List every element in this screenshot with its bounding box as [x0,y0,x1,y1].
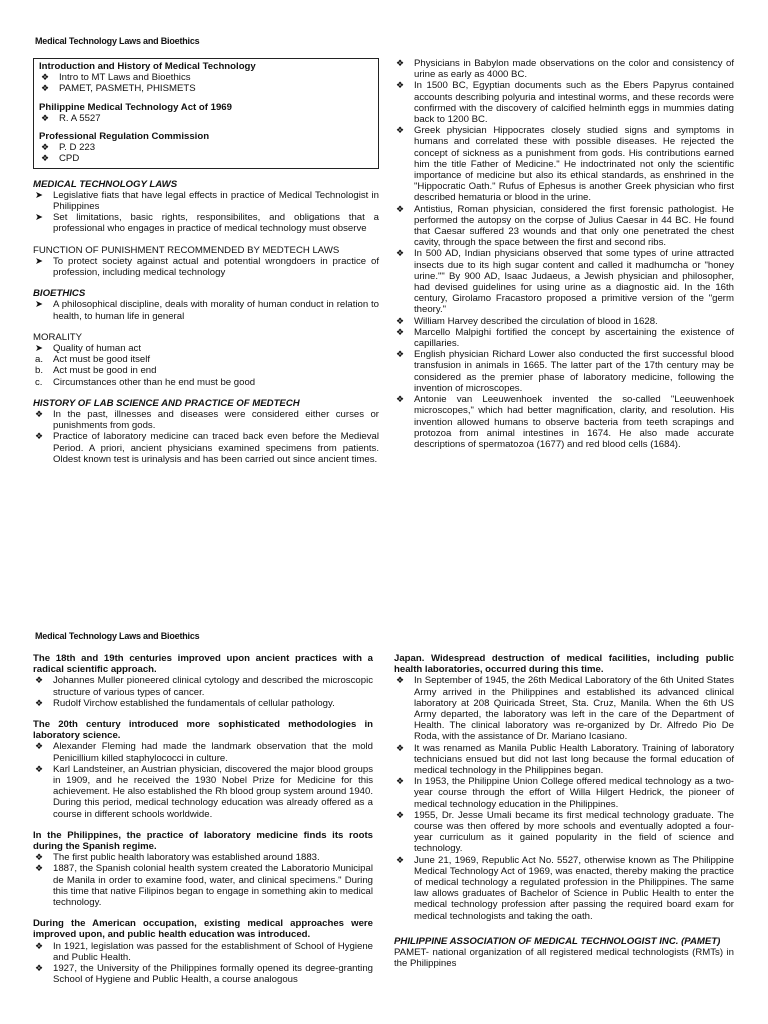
list-item: c. Circumstances other than he end must be good [35,376,256,388]
morality-list [33,343,379,388]
list-item: ❖ Physicians in Babylon made observations on the color and consistency of urine as early as 4000 BC. [396,58,734,81]
section-list [33,675,373,709]
list-item: ❖ In 1953, the Philippine Union College offered medical technology as a two-year course through the effort of Willa Hilgert Hedrick, the pioneer of medical technology education in the Philippines. [396,776,734,810]
list-item: ❖ Practice of laboratory medicine can traced back even before the Medieval Period. A priori, ancient physicians examined specimens from patients. Oldest known test is urinalysis and has been carried out since ancient times. [35,431,379,465]
section-title: FUNCTION OF PUNISHMENT RECOMMENDED BY MEDTECH LAWS [33,244,340,256]
list-item: ❖ Karl Landsteiner, an Austrian physician, discovered the major blood groups in 1909, and he received the 1930 Nobel Prize for Medicine for this achievement. He also established the Rh blood group system around 1940. During this period, medical technology education was already offered as a course in different schools worldwide. [35,763,373,820]
list-item: ❖ 1955, Dr. Jesse Umali became its first medical technology graduate. The course was then offered by more schools and eventually adopted a four-year curriculum as it gained popularity in the field of science and technology. [396,809,734,855]
list-item: ❖ The first public health laboratory was established around 1883. [35,852,320,864]
history-list [33,409,379,465]
list-item: ❖ 1927, the University of the Philippines formally opened its degree-granting School of Hygiene and Public Health, a course analogous [35,963,373,986]
section-title: MORALITY [33,331,83,343]
section-list [33,852,373,908]
section-list [33,941,373,986]
list-item: ❖ R. A 5527 [41,112,101,124]
list-item: ❖ Johannes Muller pioneered clinical cytology and described the microscopic structure of various types of cancer. [35,675,373,698]
box-title: Philippine Medical Technology Act of 1969 [39,101,232,113]
left-column [33,653,373,985]
list-item: ➤ Legislative fiats that have legal effects in practice of Medical Technologist in Philippines [35,189,379,213]
pamet-text: PAMET- national organization of all registered medical technologists (RMTs) in the Philippines [394,947,734,970]
list-item: ❖ 1887, the Spanish colonial health system created the Laboratorio Municipal de Manila in order to examine food, water, and clinical specimens." During this time that native Filipinos began to engage in something akin to medical technology. [35,863,373,909]
list-item: ➤ Set limitations, basic rights, responsibilites, and obligations that a professional who engages in practice of medical technology must observe [35,212,379,235]
list-item: ❖ In 1500 BC, Egyptian documents such as the Ebers Papyrus contained accounts describing polyuria and intestinal worms, and these records were confirmed with the discovery of calcified helminth eggs in mummies dating back to 1200 BC. [396,80,734,126]
box-list [39,113,374,124]
laws-list [33,190,379,235]
box-list [39,142,374,164]
list-item: ❖ Alexander Fleming had made the landmark observation that the mold Penicillium killed staphylococci in culture. [35,741,373,764]
list-item: ❖ PAMET, PASMETH, PHISMETS [41,83,196,95]
list-item: ❖ Antonie van Leeuwenhoek invented the so-called "Leeuwenhoek microscopes," which had better magnification, clarity, and resolution. His invention allowed humans to observe bacteria from teeth scrapings and protozoa from animal intestines in 1674. He also made accurate descriptions of spermatozoa (1677) and red blood cells (1684). [396,394,734,450]
list-item: ❖ In the past, illnesses and diseases were considered either curses or punishments from gods. [35,409,379,432]
page-header: Medical Technology Laws and Bioethics [35,36,200,46]
list-item: ❖ In 1921, legislation was passed for the establishment of School of Hygiene and Public Health. [35,940,373,963]
list-item: ❖ English physician Richard Lower also conducted the first successful blood transfusion in animals in 1665. The latter part of the 17th century may be considered as the premier phase of laboratory medicine, following the invention of microscopes. [396,349,734,394]
section-heading: The 18th and 19th centuries improved upon ancient practices with a radical scientific approach. [33,653,373,676]
page-2 [0,610,768,1024]
section-heading: Japan. Widespread destruction of medical facilities, including public health laboratories, occurred during this time. [394,653,734,676]
box-list [39,72,374,94]
list-item: ❖ Antistius, Roman physician, considered the first forensic pathologist. He performed the autopsy on the corpse of Julius Caesar in 44 BC. He found that Caesar suffered 23 wounds and that only one penetrated the chest cavity, through the space between the first and second ribs. [396,203,734,249]
section-heading: In the Philippines, the practice of laboratory medicine finds its roots during the Spanish regime. [33,829,373,853]
section-list [33,741,373,819]
list-item: ❖ In 500 AD, Indian physicians observed that some types of urine attracted insects due to its high sugar content and called it madhumcha or "honey urine."" By 900 AD, Isaac Judaeus, a Jewish physician and philosopher, had devised guidelines for using urine as a diagnostic aid. In the 16th century, Girolamo Fracastoro proposed a primitive version of the "germ theory." [396,248,734,316]
bioethics-list [33,299,379,321]
box-title: Introduction and History of Medical Technology [39,61,256,72]
list-item: ❖ It was renamed as Manila Public Health Laboratory. Training of laboratory technicians ensued but did not last long because the formal education of medical technology in the Philippines began. [396,742,734,777]
section-heading: During the American occupation, existing medical approaches were improved upon, and public health education was introduced. [33,918,373,941]
list-item: ➤ Quality of human act [35,343,141,355]
list-item: ❖ Greek physician Hippocrates closely studied signs and symptoms in humans and correlated these with possible diseases. He rejected the concept of sickness as a punishment from gods. His contributions earned him the title Father of Medicine." He indoctrinated not only the scientific importance of medicine but also its ethical standards, as enshrined in the "Hippocratic Oath." Rufus of Ephesus is another Greek physician who first described hematuria or blood in the urine. [396,125,734,204]
box-title: Professional Regulation Commission [39,131,210,143]
topics-box [33,58,379,169]
list-item: ❖ William Harvey described the circulation of blood in 1628. [396,315,658,327]
list-item: ❖ In September of 1945, the 26th Medical Laboratory of the 6th United States Army arrived in the Philippines and established its advanced clinical laboratory at 208 Quiricada Street, Sta. Cruz, Manila. When the 6th US Army departed, the laboratory was left in the care of the Department of Health. The clinical laboratory was re-organized by Dr. Alfredo Pio De Roda, with the assistance of Dr. Mariano Icasiano. [396,675,734,743]
list-item: ➤ A philosophical discipline, deals with morality of human conduct in relation to health, to human life in general [35,299,379,322]
left-column [33,56,379,465]
right-column [394,58,734,450]
list-item: a. Act must be good itself [35,354,151,366]
right-column [394,653,734,969]
list-item: ➤ To protect society against actual and potential wrongdoers in practice of profession, including medical technology [35,255,379,279]
list-item: ❖ Intro to MT Laws and Bioethics [41,72,191,84]
section-title: MEDICAL TECHNOLOGY LAWS [33,178,178,190]
section-heading: The 20th century introduced more sophisticated methodologies in laboratory science. [33,719,373,742]
philippine-history-list [394,675,734,921]
list-item: b. Act must be good in end [35,365,157,377]
history-timeline-list [394,58,734,450]
list-item: ❖ Marcello Malpighi fortified the concept by ascertaining the existence of capillaries. [396,326,734,350]
section-title: BIOETHICS [33,288,86,300]
page-header: Medical Technology Laws and Bioethics [35,631,200,641]
list-item: ❖ Rudolf Virchow established the fundamentals of cellular pathology. [35,697,335,709]
list-item: ❖ CPD [41,153,80,165]
list-item: ❖ P. D 223 [41,142,96,154]
section-title: HISTORY OF LAB SCIENCE AND PRACTICE OF MEDTECH [33,397,300,409]
pamet-title: PHILIPPINE ASSOCIATION OF MEDICAL TECHNOLOGIST INC. (PAMET) [394,935,721,947]
list-item: ❖ June 21, 1969, Republic Act No. 5527, otherwise known as The Philippine Medical Technology Act of 1969, was enacted, thereby making the practice of medical technology a regulated profession in the Philippines. The same law allows graduates of Bachelor of Science in Public Health to enter the medical technology profession after passing the required board exam for medical technologists and taking the oath. [396,854,734,922]
punishment-list [33,256,379,278]
